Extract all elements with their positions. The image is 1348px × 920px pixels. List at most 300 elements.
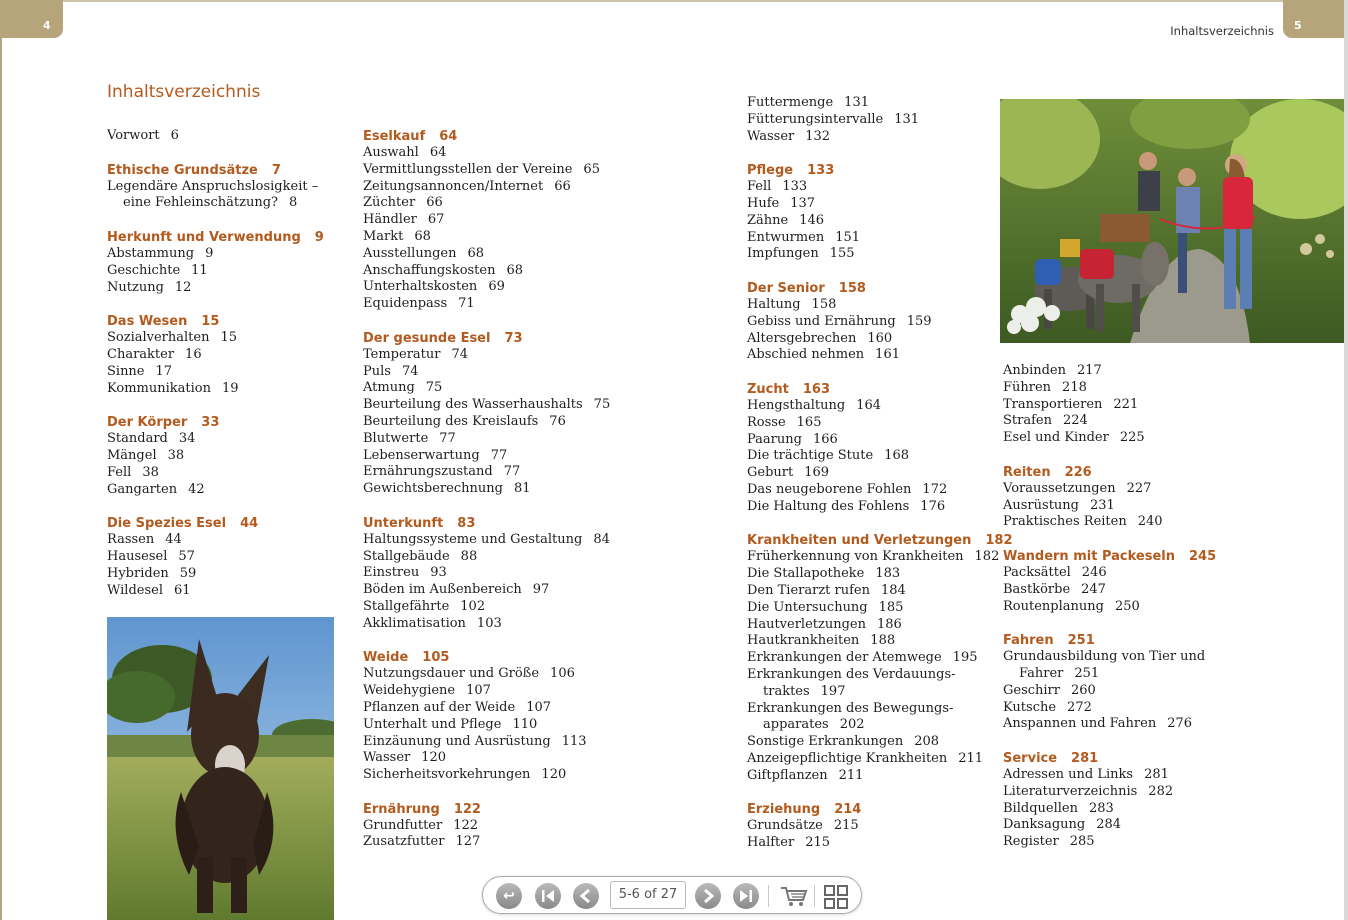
toc-entry[interactable] — [363, 599, 610, 616]
entry-page-number: 113 — [561, 733, 587, 749]
entry-page-number: 240 — [1137, 514, 1163, 530]
entry-page-number: 102 — [460, 598, 486, 614]
toc-entry[interactable] — [747, 465, 1013, 482]
entry-page-number: 146 — [799, 212, 825, 228]
toc-entry[interactable] — [1003, 430, 1216, 447]
toc-entry[interactable] — [747, 667, 1013, 684]
toc-entry[interactable] — [107, 263, 324, 280]
toc-section — [107, 162, 324, 213]
toc-entry[interactable] — [1003, 716, 1216, 733]
toc-entry[interactable] — [1003, 380, 1216, 397]
entry-title: Mängel — [107, 447, 157, 463]
return-arrow-icon: ↩ — [503, 888, 515, 904]
entry-title: Erkrankungen der Atemwege — [747, 650, 942, 666]
toc-entry[interactable] — [107, 381, 324, 398]
chapter-title: Reiten — [1003, 464, 1051, 480]
toc-entry[interactable] — [747, 230, 1013, 247]
toc-entry[interactable] — [747, 246, 1013, 263]
thumbnails-button[interactable] — [822, 883, 850, 911]
entry-page-number: 159 — [906, 313, 932, 329]
entry-page-number: 84 — [593, 531, 610, 547]
toc-entry[interactable] — [747, 633, 1013, 650]
toc-entry[interactable] — [1003, 649, 1216, 666]
entry-page-number: 17 — [155, 363, 173, 379]
toc-entry[interactable] — [363, 666, 610, 683]
entry-page-number: 283 — [1088, 800, 1114, 816]
entry-page-number: 120 — [541, 767, 567, 783]
toc-entry[interactable] — [747, 650, 1013, 667]
toc-entry[interactable] — [1003, 514, 1216, 531]
toc-entry[interactable] — [107, 532, 324, 549]
entry-title: Altersgebrechen — [747, 330, 857, 346]
toc-chapter-heading[interactable] — [363, 649, 610, 666]
entry-title: Impfungen — [747, 246, 819, 262]
toc-chapter-heading[interactable] — [363, 330, 610, 347]
entry-title: Unterhalt und Pflege — [363, 716, 502, 732]
toc-entry[interactable] — [363, 279, 610, 296]
toc-entry[interactable] — [363, 296, 610, 313]
toc-entry[interactable] — [747, 95, 1013, 112]
entry-page-number: 284 — [1096, 817, 1122, 833]
page-left-border — [0, 0, 2, 920]
toc-entry[interactable] — [107, 280, 324, 297]
entry-page-number: 155 — [829, 246, 855, 262]
toc-entry[interactable] — [363, 750, 610, 767]
running-head: Inhaltsverzeichnis — [1170, 24, 1274, 38]
entry-page-number: 8 — [289, 195, 298, 211]
toc-entry[interactable] — [363, 683, 610, 700]
toc-section — [747, 381, 1013, 516]
entry-title: Puls — [363, 363, 391, 379]
entry-title: Nutzung — [107, 279, 164, 295]
toc-entry[interactable] — [747, 717, 1013, 734]
entry-title: Die Haltung des Fohlens — [747, 498, 910, 514]
entry-page-number: 183 — [875, 566, 901, 582]
entry-page-number: 169 — [804, 465, 830, 481]
toc-entry[interactable] — [363, 229, 610, 246]
toc-entry[interactable] — [107, 179, 324, 196]
toc-entry[interactable] — [1003, 498, 1216, 515]
toc-entry[interactable] — [1003, 397, 1216, 414]
toc-section — [747, 801, 1013, 852]
page-indicator[interactable]: 5-6 of 27 — [610, 881, 686, 909]
toc-entry[interactable] — [363, 565, 610, 582]
toc-chapter-heading[interactable] — [107, 414, 324, 431]
toc-entry[interactable] — [1003, 683, 1216, 700]
entry-title: Führen — [1003, 379, 1052, 395]
toc-chapter-heading[interactable] — [747, 532, 1013, 549]
toc-section — [363, 801, 610, 852]
entry-title: Wildesel — [107, 582, 163, 598]
toc-entry[interactable] — [107, 566, 324, 583]
toc-entry[interactable] — [747, 768, 1013, 785]
toc-section — [1003, 464, 1216, 531]
entry-title: Weidehygiene — [363, 683, 456, 699]
toc-entry[interactable] — [107, 583, 324, 600]
entry-page-number: 81 — [513, 481, 531, 497]
toc-entry[interactable] — [747, 600, 1013, 617]
chapter-page-number: 251 — [1067, 633, 1095, 649]
entry-title: Hengsthaltung — [747, 397, 846, 413]
toc-chapter-heading[interactable] — [107, 162, 324, 179]
entry-page-number: 165 — [796, 414, 822, 430]
toc-chapter-heading[interactable] — [107, 313, 324, 330]
chapter-page-number: 73 — [504, 330, 523, 346]
toc-entry[interactable] — [107, 128, 324, 145]
entry-title: Charakter — [107, 346, 175, 362]
toc-entry[interactable] — [363, 414, 610, 431]
entry-page-number: 69 — [488, 279, 505, 295]
toc-entry[interactable] — [107, 549, 324, 566]
entry-title: Grundausbildung von Tier und — [1003, 649, 1206, 665]
chapter-page-number: 9 — [314, 229, 324, 245]
entry-title: Rassen — [107, 532, 155, 548]
entry-page-number: 195 — [952, 650, 978, 666]
chapter-page-number: 44 — [240, 516, 259, 532]
entry-page-number: 285 — [1069, 834, 1095, 850]
toc-entry[interactable] — [107, 431, 324, 448]
toc-entry[interactable] — [747, 331, 1013, 348]
entry-title: Grundsätze — [747, 818, 823, 834]
toc-entry[interactable] — [107, 482, 324, 499]
entry-title: Wasser — [363, 750, 411, 766]
entry-page-number: 93 — [430, 565, 447, 581]
toc-section — [363, 515, 610, 633]
toc-entry[interactable] — [747, 751, 1013, 768]
toc-entry[interactable] — [363, 431, 610, 448]
entry-title: Akklimatisation — [363, 615, 466, 631]
chapter-page-number: 105 — [422, 650, 450, 666]
entry-title: Haltung — [747, 296, 801, 312]
entry-title: Böden im Außenbereich — [363, 582, 522, 598]
entry-title: Lebenserwartung — [363, 447, 480, 463]
toc-entry[interactable] — [1003, 565, 1216, 582]
toc-entry[interactable] — [363, 397, 610, 414]
toc-chapter-heading[interactable] — [1003, 464, 1216, 481]
chevron-right-icon — [695, 883, 721, 909]
entry-title: Das neugeborene Fohlen — [747, 481, 912, 497]
toc-section — [107, 414, 324, 498]
toc-entry[interactable] — [747, 448, 1013, 465]
entry-page-number: 16 — [185, 346, 202, 362]
entry-page-number: 107 — [526, 699, 552, 715]
entry-title: Stallgefährte — [363, 598, 450, 614]
toc-entry[interactable] — [1003, 363, 1216, 380]
chapter-title: Weide — [363, 650, 409, 666]
toc-entry[interactable] — [1003, 666, 1216, 683]
toc-entry[interactable] — [747, 112, 1013, 129]
toc-entry[interactable] — [747, 179, 1013, 196]
toc-entry[interactable] — [363, 717, 610, 734]
toolbar-divider — [814, 885, 815, 907]
entry-page-number: 106 — [550, 666, 575, 682]
chapter-title: Zucht — [747, 381, 789, 397]
toc-entry[interactable] — [1003, 700, 1216, 717]
entry-title: Beurteilung des Wasserhaushalts — [363, 397, 583, 413]
toc-entry[interactable] — [747, 701, 1013, 718]
entry-page-number: 161 — [875, 347, 900, 363]
entry-page-number: 11 — [191, 262, 208, 278]
toc-chapter-heading[interactable] — [1003, 750, 1216, 767]
chapter-title: Ethische Grundsätze — [107, 162, 258, 178]
chapter-page-number: 64 — [439, 129, 458, 144]
entry-page-number: 64 — [429, 145, 447, 160]
toc-entry[interactable] — [747, 617, 1013, 634]
entry-title: Einstreu — [363, 565, 420, 581]
toc-entry[interactable] — [363, 532, 610, 549]
toc-chapter-heading[interactable] — [747, 162, 1013, 179]
toc-entry[interactable] — [747, 684, 1013, 701]
first-page-button[interactable] — [535, 883, 561, 909]
toc-entry[interactable] — [1003, 582, 1216, 599]
entry-title: Gangarten — [107, 481, 178, 497]
toc-entry[interactable] — [747, 415, 1013, 432]
donkey-foal-photo — [107, 617, 334, 920]
toc-entry[interactable] — [363, 263, 610, 280]
entry-page-number: 217 — [1077, 363, 1102, 378]
entry-title: Sinne — [107, 363, 145, 379]
entry-title: Register — [1003, 834, 1059, 850]
toc-entry[interactable] — [363, 818, 610, 835]
entry-page-number: 61 — [174, 582, 191, 598]
entry-page-number: 76 — [549, 413, 566, 429]
toc-entry[interactable] — [363, 734, 610, 751]
entry-page-number: 44 — [165, 532, 182, 548]
toc-entry[interactable] — [1003, 599, 1216, 616]
entry-page-number: 34 — [178, 431, 196, 447]
viewer-navigation-bar — [482, 876, 862, 914]
entry-page-number: 260 — [1071, 682, 1096, 698]
next-page-button[interactable] — [695, 883, 721, 909]
toc-chapter-heading[interactable] — [747, 381, 1013, 398]
entry-page-number: 38 — [142, 464, 159, 480]
entry-page-number: 42 — [188, 481, 205, 497]
toc-entry[interactable] — [107, 465, 324, 482]
entry-page-number: 12 — [174, 279, 192, 295]
toc-chapter-heading[interactable] — [363, 515, 610, 532]
toc-section — [107, 229, 324, 296]
chapter-title: Unterkunft — [363, 515, 444, 531]
entry-page-number: 282 — [1148, 783, 1174, 799]
toc-chapter-heading[interactable] — [747, 801, 1013, 818]
entry-page-number: 74 — [401, 363, 419, 379]
toc-chapter-heading[interactable] — [1003, 632, 1216, 649]
chapter-page-number: 15 — [201, 314, 220, 330]
entry-page-number: 221 — [1113, 396, 1139, 412]
entry-title: Beurteilung des Kreislaufs — [363, 413, 539, 429]
entry-page-number: 107 — [466, 683, 491, 699]
entry-page-number: 202 — [839, 717, 865, 733]
toc-entry[interactable] — [747, 297, 1013, 314]
toc-chapter-heading[interactable] — [363, 128, 610, 145]
chapter-page-number: 158 — [838, 280, 866, 296]
entry-page-number: 247 — [1081, 581, 1106, 597]
cart-button[interactable] — [779, 883, 809, 909]
entry-title: Voraussetzungen — [1003, 480, 1116, 496]
toc-entry[interactable] — [363, 212, 610, 229]
page-top-border — [0, 0, 1348, 2]
entry-page-number: 176 — [920, 498, 946, 514]
entry-page-number: 75 — [425, 380, 443, 396]
entry-title: Erkrankungen des Bewegungs- — [747, 700, 954, 716]
entry-title: Entwurmen — [747, 229, 825, 245]
toc-entry[interactable] — [363, 481, 610, 498]
entry-title: Zähne — [747, 212, 789, 228]
entry-page-number: 186 — [877, 616, 902, 632]
entry-title: Die Untersuchung — [747, 599, 868, 615]
toc-entry[interactable] — [363, 834, 610, 851]
toc-entry[interactable] — [747, 482, 1013, 499]
entry-title: Ausrüstung — [1003, 497, 1079, 513]
entry-title: Gebiss und Ernährung — [747, 313, 896, 329]
toc-entry[interactable] — [747, 499, 1013, 516]
entry-page-number: 110 — [512, 716, 538, 732]
chevron-left-icon — [573, 883, 599, 909]
entry-page-number: 281 — [1144, 766, 1169, 782]
toc-entry[interactable] — [363, 448, 610, 465]
entry-page-number: 88 — [460, 548, 478, 564]
chapter-title: Ernährung — [363, 801, 440, 817]
last-page-button[interactable] — [733, 883, 759, 909]
toc-entry[interactable] — [1003, 784, 1216, 801]
entry-page-number: 164 — [856, 397, 882, 413]
toc-entry[interactable] — [747, 734, 1013, 751]
entry-title: Sozialverhalten — [107, 330, 210, 346]
toc-entry[interactable] — [1003, 481, 1216, 498]
toc-entry[interactable] — [363, 767, 610, 784]
entry-page-number: 168 — [884, 448, 910, 464]
toc-entry[interactable] — [747, 129, 1013, 146]
toc-entry[interactable] — [1003, 817, 1216, 834]
chapter-page-number: 281 — [1071, 750, 1099, 766]
toc-chapter-heading[interactable] — [107, 229, 324, 246]
toc-chapter-heading[interactable] — [107, 515, 324, 532]
entry-title: Praktisches Reiten — [1003, 514, 1127, 530]
entry-title: Bildquellen — [1003, 800, 1078, 816]
toc-entry[interactable] — [747, 432, 1013, 449]
entry-title: Literaturverzeichnis — [1003, 783, 1138, 799]
toc-entry[interactable] — [363, 145, 610, 162]
entry-title: apparates — [763, 717, 829, 733]
toc-entry[interactable] — [363, 616, 610, 633]
chapter-title: Erziehung — [747, 802, 821, 818]
entry-title: Fahrer — [1019, 665, 1064, 681]
page-number-tab-right: 5 — [1283, 0, 1344, 38]
entry-title: Züchter — [363, 195, 416, 211]
toc-entry[interactable] — [363, 195, 610, 212]
entry-page-number: 66 — [554, 178, 571, 194]
toc-entry[interactable] — [363, 364, 610, 381]
toc-entry[interactable] — [747, 549, 1013, 566]
toc-column-2 — [363, 128, 610, 868]
toc-entry[interactable] — [1003, 834, 1216, 851]
toc-entry[interactable] — [747, 347, 1013, 364]
toc-chapter-heading[interactable] — [1003, 548, 1216, 565]
previous-page-button[interactable] — [573, 883, 599, 909]
toc-entry[interactable] — [747, 314, 1013, 331]
entry-title: Abschied nehmen — [747, 347, 865, 363]
chapter-title: Der Körper — [107, 415, 188, 431]
toc-entry[interactable] — [747, 213, 1013, 230]
entry-title: Geburt — [747, 465, 794, 481]
toc-section — [107, 128, 324, 145]
entry-page-number: 137 — [790, 195, 816, 211]
entry-page-number: 65 — [583, 161, 600, 177]
toc-entry[interactable] — [107, 246, 324, 263]
toc-entry[interactable] — [107, 448, 324, 465]
toc-entry[interactable] — [1003, 413, 1216, 430]
toc-entry[interactable] — [1003, 801, 1216, 818]
entry-title: Equidenpass — [363, 296, 448, 312]
toc-entry[interactable] — [747, 818, 1013, 835]
toc-section — [747, 532, 1013, 784]
toc-section — [1003, 750, 1216, 851]
entry-title: Futtermenge — [747, 95, 834, 110]
toc-entry[interactable] — [747, 566, 1013, 583]
toc-entry[interactable] — [363, 700, 610, 717]
entry-title: Danksagung — [1003, 817, 1086, 833]
toc-entry[interactable] — [107, 364, 324, 381]
entry-page-number: 211 — [958, 750, 984, 766]
chapter-title: Fahren — [1003, 633, 1054, 649]
entry-title: Markt — [363, 228, 404, 244]
toc-entry[interactable] — [363, 162, 610, 179]
toc-entry[interactable] — [1003, 767, 1216, 784]
entry-page-number: 131 — [894, 111, 920, 127]
entry-page-number: 276 — [1167, 716, 1193, 732]
toc-chapter-heading[interactable] — [363, 801, 610, 818]
toc-entry[interactable] — [747, 196, 1013, 213]
toc-section — [363, 128, 610, 313]
entry-title: Ernährungszustand — [363, 464, 493, 480]
chapter-page-number: 7 — [271, 162, 281, 178]
entry-title: Anspannen und Fahren — [1003, 716, 1157, 732]
entry-title: Fell — [107, 464, 132, 480]
toc-entry[interactable] — [747, 583, 1013, 600]
chapter-page-number: 33 — [201, 415, 220, 431]
toc-entry[interactable] — [363, 464, 610, 481]
entry-page-number: 68 — [467, 245, 485, 261]
toc-entry[interactable] — [747, 835, 1013, 852]
entry-title: Unterhaltskosten — [363, 279, 478, 295]
toc-entry[interactable] — [107, 347, 324, 364]
entry-title: Stallgebäude — [363, 548, 450, 564]
entry-page-number: 208 — [914, 734, 940, 750]
toc-entry[interactable] — [107, 195, 324, 212]
toc-entry[interactable] — [107, 330, 324, 347]
toc-entry[interactable] — [747, 398, 1013, 415]
toc-chapter-heading[interactable] — [747, 280, 1013, 297]
back-button[interactable] — [496, 883, 522, 909]
toc-column-3 — [747, 95, 1013, 869]
entry-page-number: 211 — [838, 767, 864, 783]
toc-entry[interactable] — [363, 347, 610, 364]
toc-entry[interactable] — [363, 179, 610, 196]
entry-title: Die Stallapotheke — [747, 566, 865, 582]
toc-entry[interactable] — [363, 246, 610, 263]
entry-page-number: 182 — [974, 549, 1000, 565]
toc-entry[interactable] — [363, 549, 610, 566]
toc-section — [1003, 632, 1216, 733]
toc-entry[interactable] — [363, 380, 610, 397]
entry-page-number: 66 — [426, 195, 443, 211]
entry-title: Packsättel — [1003, 564, 1071, 580]
toc-entry[interactable] — [363, 582, 610, 599]
chapter-page-number: 83 — [457, 515, 476, 531]
entry-title: Pflanzen auf der Weide — [363, 699, 516, 715]
entry-page-number: 103 — [476, 615, 502, 631]
entry-title: Vorwort — [107, 128, 160, 143]
